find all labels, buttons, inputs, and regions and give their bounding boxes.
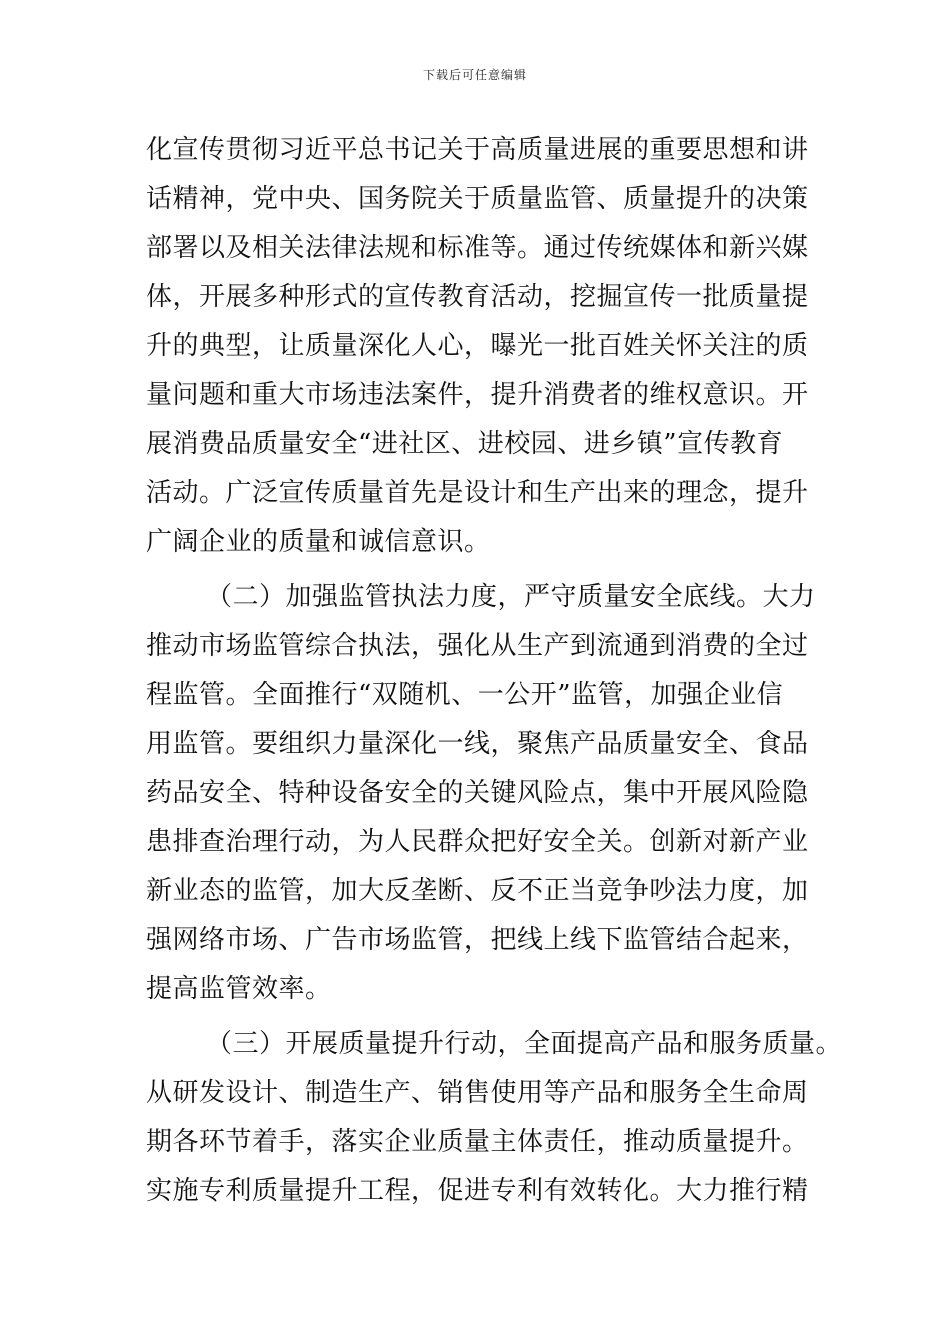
text-line: 推动市场监管综合执法，强化从生产到流通到消费的全过	[146, 631, 809, 661]
page-header: 下载后可任意编辑	[422, 68, 527, 82]
text-line: 患排查治理行动，为人民群众把好安全关。创新对新产业	[146, 827, 809, 857]
section-heading-3: （三）开展质量提升行动，全面提高产品和服务质量。	[206, 1029, 843, 1059]
text-line: 程监管。全面推行“双随机、一公开”监管，加强企业信	[146, 680, 784, 710]
text-line: 化宣传贯彻习近平总书记关于高质量进展的重要思想和讲	[146, 135, 809, 165]
text-line: 部署以及相关法律法规和标准等。通过传统媒体和新兴媒	[146, 233, 809, 263]
text-line: 广阔企业的质量和诚信意识。	[146, 527, 491, 557]
text-line: 新业态的监管，加大反垄断、反不正当竞争吵法力度，加	[146, 876, 809, 906]
text-line: 升的典型，让质量深化人心，曝光一批百姓关怀关注的质	[146, 331, 809, 361]
text-line: 药品安全、特种设备安全的关键风险点，集中开展风险隐	[146, 778, 809, 808]
text-line: 从研发设计、制造生产、销售使用等产品和服务全生命周	[146, 1078, 809, 1108]
text-line: 量问题和重大市场违法案件，提升消费者的维权意识。开	[146, 380, 809, 410]
text-line: 话精神，党中央、国务院关于质量监管、质量提升的决策	[146, 184, 809, 214]
text-line: 体，开展多种形式的宣传教育活动，挖掘宣传一批质量提	[146, 282, 809, 312]
text-line: 提高监管效率。	[146, 974, 332, 1004]
text-line: 强网络市场、广告市场监管，把线上线下监管结合起来，	[146, 925, 809, 955]
text-line: 期各环节着手，落实企业质量主体责任，推动质量提升。	[146, 1127, 809, 1157]
text-line: 活动。广泛宣传质量首先是设计和生产出来的理念，提升	[146, 478, 809, 508]
text-line: 用监管。要组织力量深化一线，聚焦产品质量安全、食品	[146, 729, 809, 759]
text-line: 实施专利质量提升工程，促进专利有效转化。大力推行精	[146, 1176, 809, 1206]
section-heading-2: （二）加强监管执法力度，严守质量安全底线。大力	[206, 582, 816, 612]
text-line: 展消费品质量安全“进社区、进校园、进乡镇”宣传教育	[146, 429, 784, 459]
